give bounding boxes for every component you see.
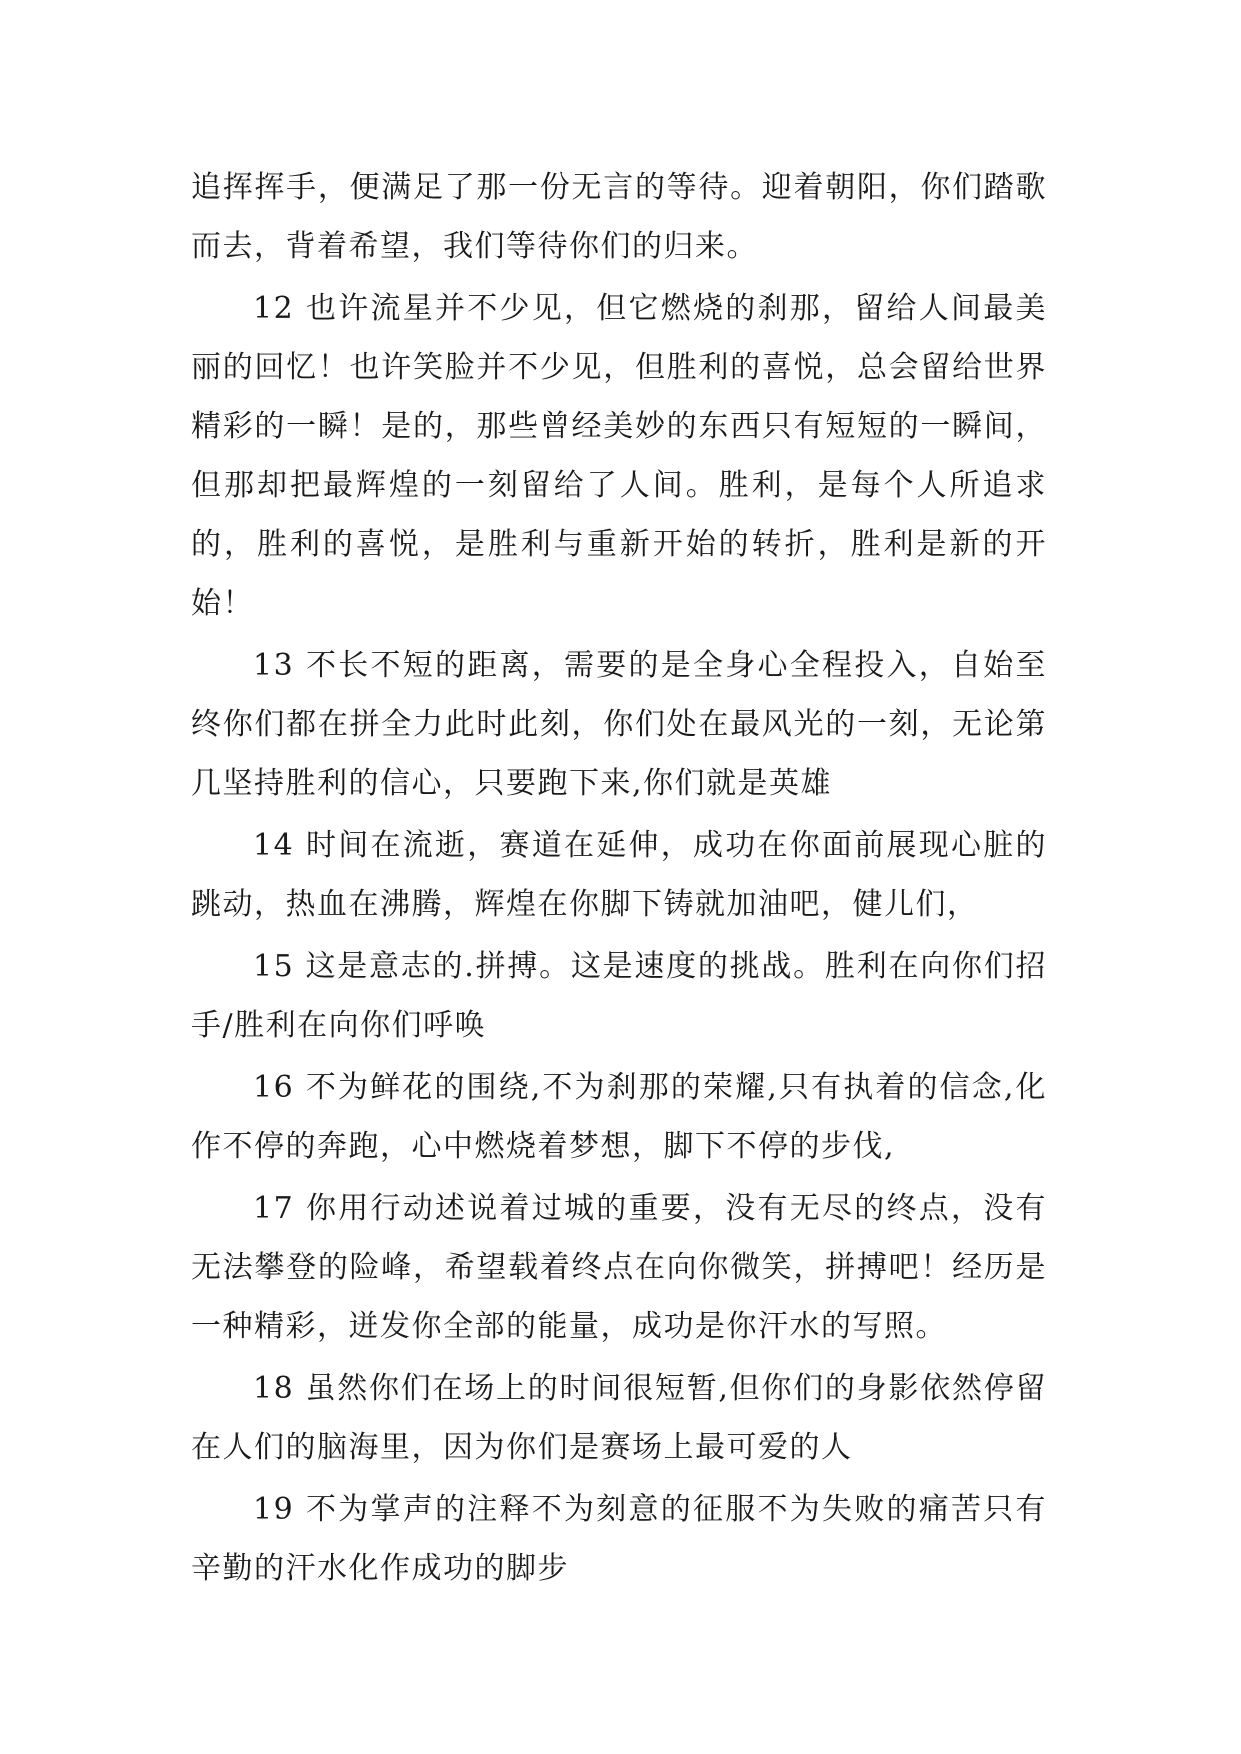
paragraph-continuation: 追挥挥手，便满足了那一份无言的等待。迎着朝阳，你们踏歌而去，背着希望，我们等待你们的归来。	[191, 170, 1047, 264]
paragraph-14: 14 时间在流逝，赛道在延伸，成功在你面前展现心脏的跳动，热血在沸腾，辉煌在你脚下铸就加油吧，健儿们，	[191, 828, 1047, 922]
paragraph-18: 18 虽然你们在场上的时间很短暂,但你们的身影依然停留在人们的脑海里，因为你们是赛场上最可爱的人	[191, 1371, 1047, 1465]
paragraph-16: 16 不为鲜花的围绕,不为刹那的荣耀,只有执着的信念,化作不停的奔跑，心中燃烧着梦想，脚下不停的步伐,	[191, 1070, 1047, 1164]
paragraph-17: 17 你用行动述说着过城的重要，没有无尽的终点，没有无法攀登的险峰，希望载着终点在向你微笑，拼搏吧！经历是一种精彩，迸发你全部的能量，成功是你汗水的写照。	[191, 1191, 1047, 1344]
paragraph-12: 12 也许流星并不少见，但它燃烧的刹那，留给人间最美丽的回忆！也许笑脸并不少见，但胜利的喜悦，总会留给世界精彩的一瞬！是的，那些曾经美妙的东西只有短短的一瞬间，但那却把最辉煌的一刻留给了人间。胜利，是每个人所追求的，胜利的喜悦，是胜利与重新开始的转折，胜利是新的开始！	[191, 291, 1047, 621]
paragraph-15: 15 这是意志的.拼搏。这是速度的挑战。胜利在向你们招手/胜利在向你们呼唤	[191, 949, 1047, 1043]
paragraph-19: 19 不为掌声的注释不为刻意的征服不为失败的痛苦只有辛勤的汗水化作成功的脚步	[191, 1492, 1047, 1586]
document-body	[191, 158, 1047, 1601]
paragraph-13: 13 不长不短的距离，需要的是全身心全程投入，自始至终你们都在拼全力此时此刻，你们处在最风光的一刻，无论第几坚持胜利的信心，只要跑下来,你们就是英雄	[191, 648, 1047, 801]
